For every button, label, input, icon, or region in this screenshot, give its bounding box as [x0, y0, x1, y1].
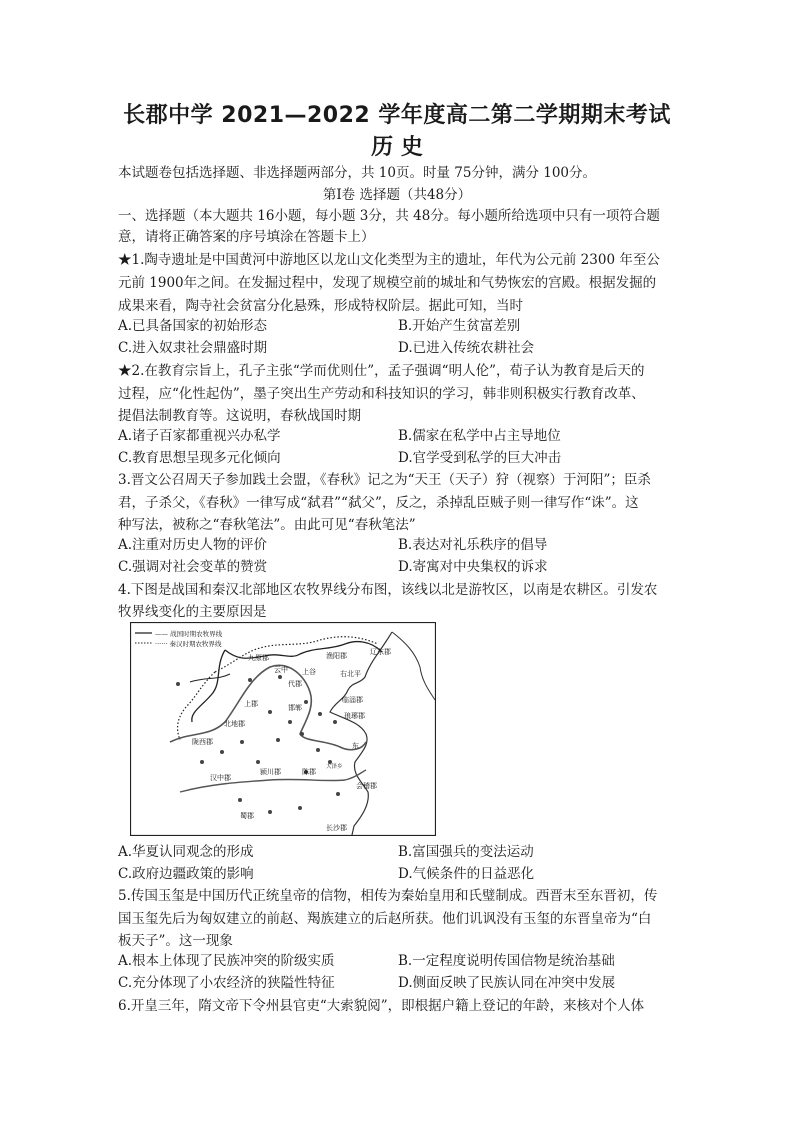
question-4-stem: 4.下图是战国和秦汉北部地区农牧界线分布图，该线以北是游牧区，以南是农耕区。引发农 [118, 582, 658, 598]
map-label: 右北平 [340, 670, 361, 678]
question-3-option-a: A.注重对历史人物的评价 [118, 537, 268, 553]
question-5-stem: 国玉玺先后为匈奴建立的前赵、羯族建立的后赵所获。他们讥讽没有玉玺的东晋皇帝为“白 [118, 911, 652, 927]
question-1-option-a: A.已具备国家的初始形态 [118, 318, 268, 334]
farming-nomadic-boundary-map [130, 622, 436, 836]
question-2-option-b: B.儒家在私学中占主导地位 [398, 428, 561, 444]
map-label: 大泽乡 [326, 764, 343, 770]
question-3-stem: 种写法，被称之“春秋笔法”。由此可见“春秋笔法” [118, 517, 416, 533]
question-4-option-d: D.气候条件的日益恶化 [398, 866, 535, 882]
map-label: 九原郡 [248, 654, 269, 662]
question-1-stem: ★1.陶寺遗址是中国黄河中游地区以龙山文化类型为主的遗址，年代为公元前 2300 年至公 [118, 252, 660, 268]
question-3-option-b: B.表达对礼乐秩序的倡导 [398, 537, 548, 553]
instruction-line: 意，请将正确答案的序号填涂在答题卡上） [118, 229, 375, 245]
map-label: 临淄郡 [342, 696, 363, 704]
question-2-option-a: A.诸子百家都重视兴办私学 [118, 428, 281, 444]
map-label: 北地郡 [224, 720, 245, 728]
question-1-option-d: D.已进入传统农耕社会 [398, 340, 535, 356]
question-2-option-d: D.官学受到私学的巨大冲击 [398, 450, 562, 466]
map-label: 上谷 [302, 668, 316, 676]
exam-title: 长郡中学 2021—2022 学年度高二第二学期期末考试 [123, 103, 671, 128]
question-2-stem: 过程，应“化性起伪”，墨子突出生产劳动和科技知识的学习，韩非则积极实行教育改革、 [118, 386, 645, 402]
instruction-line: 一、选择题（本大题共 16小题，每小题 3分，共 48分。每小题所给选项中只有一项符合题 [118, 208, 660, 224]
question-5-stem: 板天子”。这一现象 [118, 933, 233, 949]
question-1-stem: 成果来看，陶寺社会贫富分化悬殊，形成特权阶层。据此可知，当时 [118, 298, 523, 314]
map-label: 琅琊郡 [344, 712, 365, 720]
map-label: 东 [352, 742, 359, 750]
map-label: 云中 [274, 666, 288, 674]
question-4-stem: 牧界线变化的主要原因是 [118, 604, 267, 620]
legend-qin-han: ······ 秦汉时期农牧界线 [155, 640, 222, 648]
section-heading: 第Ⅰ卷 选择题（共48分） [322, 187, 472, 203]
map-label: 陈郡 [302, 768, 316, 776]
map-label: 代郡 [288, 680, 302, 688]
map-label: 辽东郡 [370, 648, 391, 656]
legend-warring-states: —— 战国时期农牧界线 [155, 630, 223, 638]
question-5-stem: 5.传国玉玺是中国历代正统皇帝的信物，相传为秦始皇用和氏璧制成。西晋末至东晋初，传 [118, 888, 658, 904]
question-3-option-c: C.强调对社会变革的赞赏 [118, 559, 268, 575]
question-4-option-c: C.政府边疆政策的影响 [118, 866, 254, 882]
map-label: 长沙郡 [326, 824, 347, 832]
question-1-stem: 元前 1900年之间。在发掘过程中，发现了规模空前的城址和气势恢宏的宫殿。根据发掘的 [118, 275, 657, 291]
question-2-option-c: C.教育思想呈现多元化倾向 [118, 450, 281, 466]
map-label: 邯郸 [288, 704, 302, 712]
map-label: 汉中郡 [210, 774, 231, 782]
map-label: 渔阳郡 [326, 652, 347, 660]
question-4-option-b: B.富国强兵的变法运动 [398, 844, 534, 860]
question-5-option-a: A.根本上体现了民族冲突的阶级实质 [118, 953, 335, 969]
map-label: 陇西郡 [192, 738, 213, 746]
question-5-option-b: B.一定程度说明传国信物是统治基础 [398, 953, 615, 969]
exam-intro: 本试题卷包括选择题、非选择题两部分，共 10页。时量 75分钟，满分 100分。 [118, 165, 596, 181]
subject-heading: 历 史 [371, 135, 423, 160]
question-5-option-c: C.充分体现了小农经济的狭隘性特征 [118, 975, 335, 991]
map-label: 颍川郡 [260, 768, 281, 776]
question-1-option-c: C.进入奴隶社会鼎盛时期 [118, 340, 268, 356]
question-5-option-d: D.侧面反映了民族认同在冲突中发展 [398, 975, 616, 991]
question-4-option-a: A.华夏认同观念的形成 [118, 844, 254, 860]
question-2-stem: ★2.在教育宗旨上，孔子主张“学而优则仕”，孟子强调“明人伦”，荀子认为教育是后天的 [118, 363, 645, 379]
question-1-option-b: B.开始产生贫富差别 [398, 318, 521, 334]
question-2-stem: 提倡法制教育等。这说明，春秋战国时期 [118, 408, 361, 424]
question-3-stem: 3.晋文公召周天子参加践土会盟，《春秋》记之为“天王（天子）狩（视察）于河阳”；臣杀 [118, 472, 651, 488]
question-3-option-d: D.寄寓对中央集权的诉求 [398, 559, 548, 575]
map-label: 会稽郡 [356, 782, 377, 790]
map-label: 上郡 [244, 700, 258, 708]
question-6-stem: 6.开皇三年，隋文帝下令州县官吏“大索貌阅”，即根据户籍上登记的年龄，来核对个人体 [118, 998, 645, 1014]
question-3-stem: 君，子杀父，《春秋》一律写成“弑君”“弑父”，反之，杀掉乱臣贼子则一律写作“诛”。这 [118, 495, 639, 511]
map-label: 蜀郡 [240, 812, 254, 820]
